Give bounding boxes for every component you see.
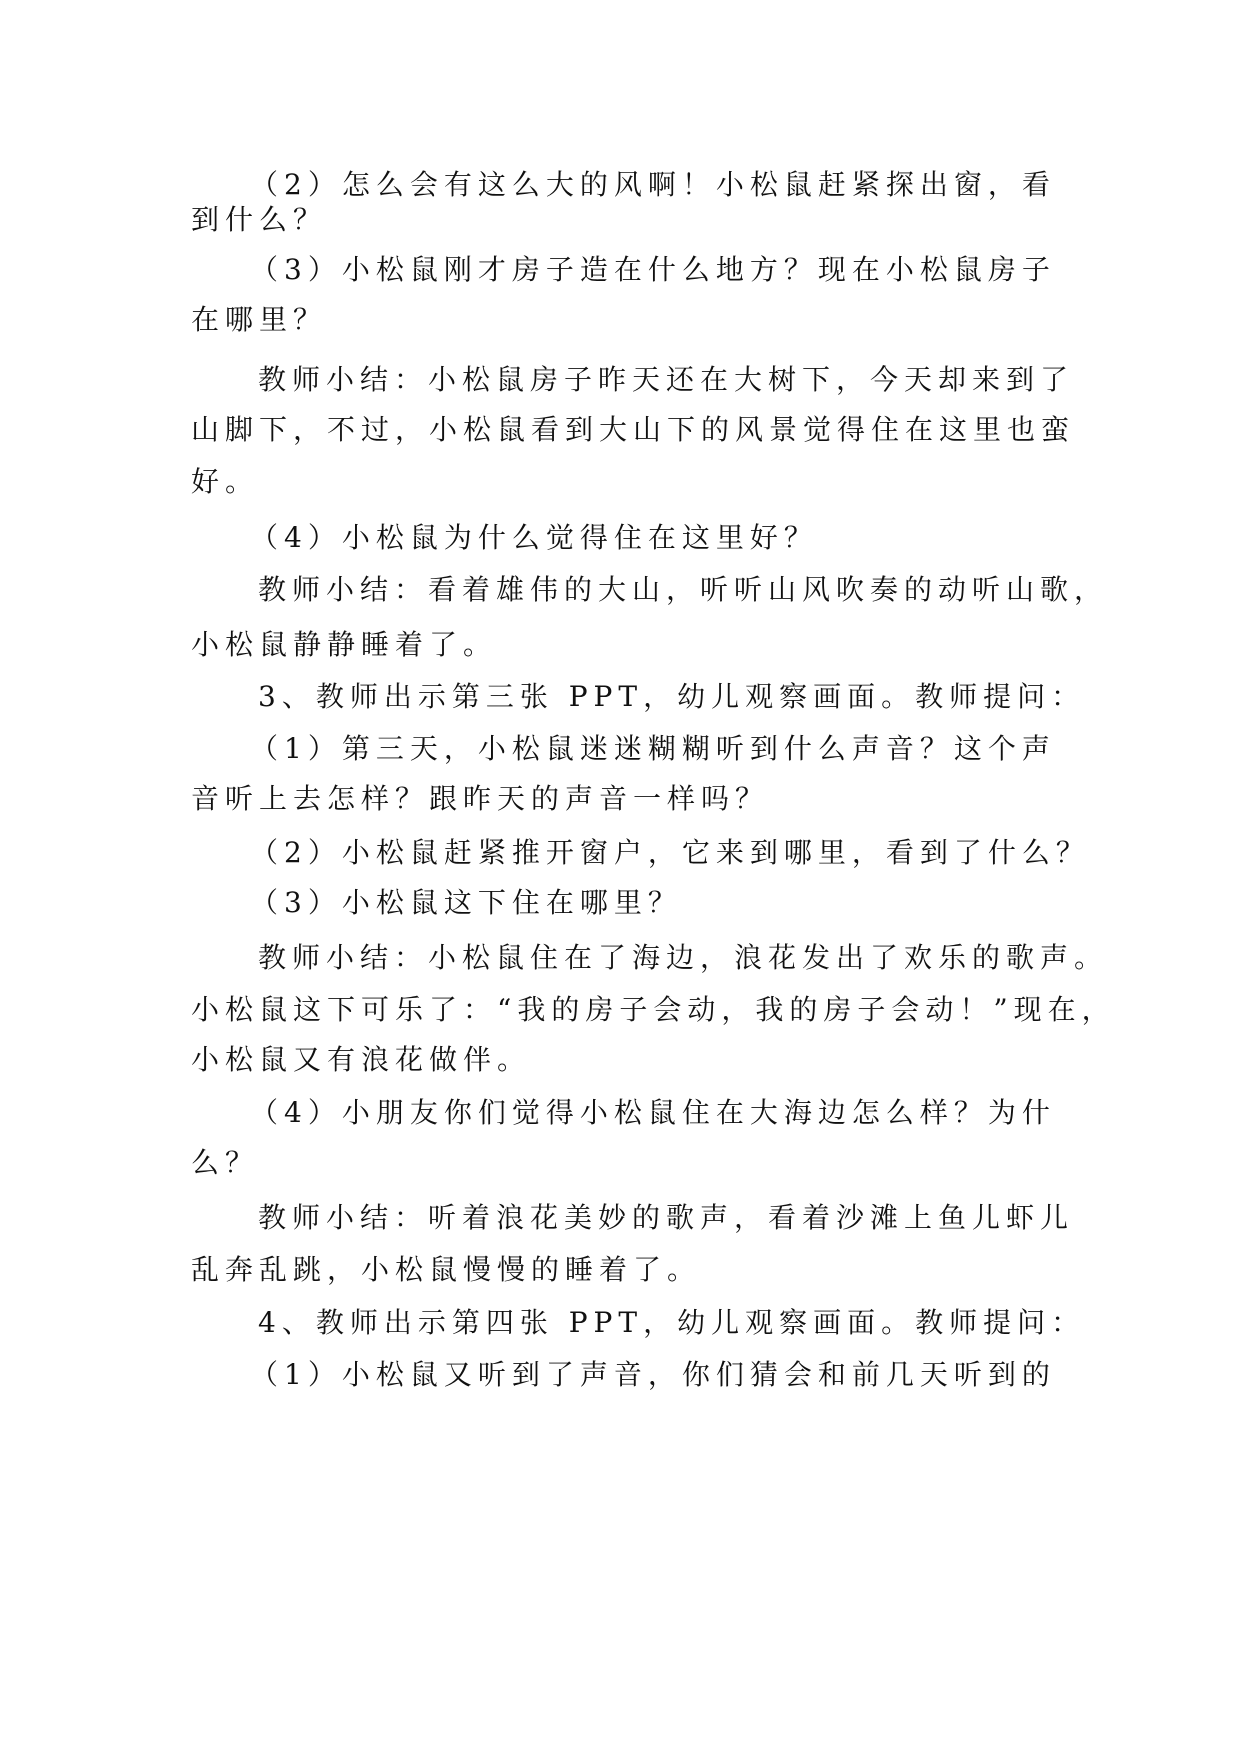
text-line: （4）小朋友你们觉得小松鼠住在大海边怎么样？为什 xyxy=(250,1096,1056,1129)
text-line: 到什么？ xyxy=(191,203,328,236)
text-line: （3）小松鼠这下住在哪里？ xyxy=(250,886,682,919)
text-line: （1）小松鼠又听到了声音，你们猜会和前几天听到的 xyxy=(250,1358,1056,1391)
text-line: （1）第三天，小松鼠迷迷糊糊听到什么声音？这个声 xyxy=(250,732,1056,765)
text-line: 4、教师出示第四张 PPT，幼儿观察画面。教师提问： xyxy=(258,1306,1086,1339)
text-line: 音听上去怎样？跟昨天的声音一样吗？ xyxy=(191,782,770,815)
text-line: （2）小松鼠赶紧推开窗户，它来到哪里，看到了什么？ xyxy=(250,836,1090,869)
text-line: 山脚下，不过，小松鼠看到大山下的风景觉得住在这里也蛮 xyxy=(191,413,1076,446)
text-line: 小松鼠静静睡着了。 xyxy=(191,628,498,661)
text-line: 小松鼠又有浪花做伴。 xyxy=(191,1043,532,1076)
text-line: 教师小结：小松鼠房子昨天还在大树下，今天却来到了 xyxy=(258,363,1075,396)
text-line: 教师小结：小松鼠住在了海边，浪花发出了欢乐的歌声。 xyxy=(258,941,1109,974)
text-line: 在哪里？ xyxy=(191,303,328,336)
text-line: 乱奔乱跳，小松鼠慢慢的睡着了。 xyxy=(191,1253,702,1286)
text-line: 好。 xyxy=(191,465,260,498)
text-line: 3、教师出示第三张 PPT，幼儿观察画面。教师提问： xyxy=(258,680,1086,713)
text-line: 教师小结：看着雄伟的大山，听听山风吹奏的动听山歌， xyxy=(258,573,1109,606)
text-line: 么？ xyxy=(191,1146,260,1179)
text-line: 小松鼠这下可乐了：“我的房子会动，我的房子会动！”现在， xyxy=(191,993,1116,1026)
text-line: 教师小结：听着浪花美妙的歌声，看着沙滩上鱼儿虾儿 xyxy=(258,1201,1075,1234)
text-line: （2）怎么会有这么大的风啊！小松鼠赶紧探出窗，看 xyxy=(250,168,1056,201)
text-line: （3）小松鼠刚才房子造在什么地方？现在小松鼠房子 xyxy=(250,253,1056,286)
text-line: （4）小松鼠为什么觉得住在这里好？ xyxy=(250,521,818,554)
